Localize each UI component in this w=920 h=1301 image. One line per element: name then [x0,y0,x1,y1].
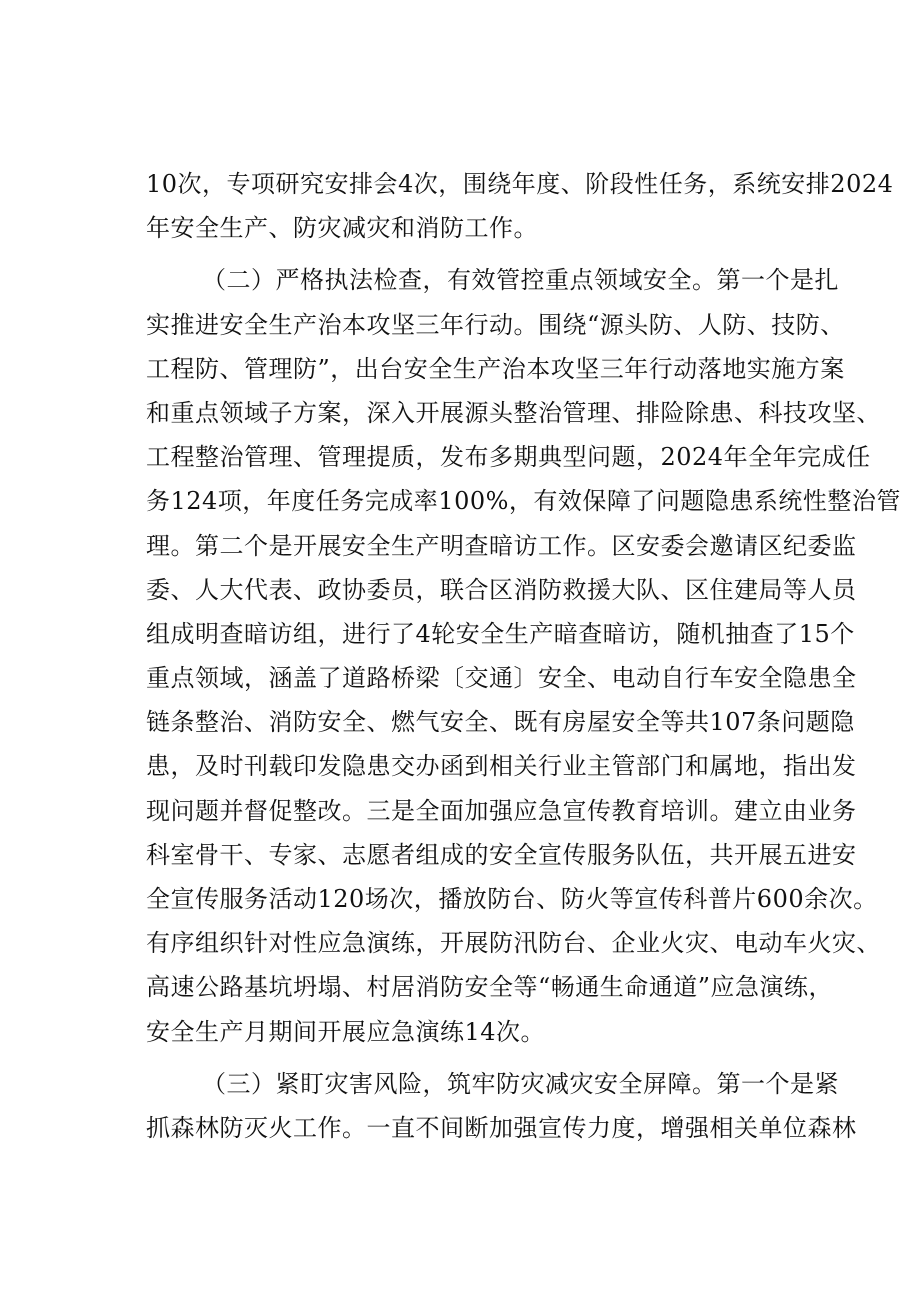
paragraph-2 [146,258,901,1053]
text-line: 委、人大代表、政协委员，联合区消防救援大队、区住建局等人员 [146,575,857,604]
text-line: 链条整治、消防安全、燃气安全、既有房屋安全等共107条问题隐 [146,708,855,737]
text-line: 年安全生产、防灾减灾和消防工作。 [146,214,538,243]
paragraph-3 [146,1062,857,1150]
text-line: 安全生产月期间开展应急演练14次。 [146,1017,546,1046]
text-line: 理。第二个是开展安全生产明查暗访工作。区安委会邀请区纪委监 [146,531,857,560]
text-line: 工程整治管理、管理提质，发布多期典型问题，2024年全年完成任 [146,443,871,472]
text-line: 患，及时刊载印发隐患交办函到相关行业主管部门和属地，指出发 [146,752,857,781]
text-line: 10次，专项研究安排会4次，围绕年度、阶段性任务，系统安排2024 [146,170,894,198]
text-line: 现问题并督促整改。三是全面加强应急宣传教育培训。建立由业务 [146,796,857,825]
text-line: 高速公路基坑坍塌、村居消防安全等“畅通生命通道”应急演练， [146,973,834,1002]
text-line: 组成明查暗访组，进行了4轮安全生产暗查暗访，随机抽查了15个 [146,619,855,648]
text-line: （二）严格执法检查，有效管控重点领域安全。第一个是扎 [202,266,839,295]
text-line: 实推进安全生产治本攻坚三年行动。围绕“源头防、人防、技防、 [146,310,845,339]
text-line: 工程防、管理防”，出台安全生产治本攻坚三年行动落地实施方案 [146,354,845,383]
text-line: 抓森林防灭火工作。一直不间断加强宣传力度，增强相关单位森林 [146,1113,857,1142]
text-line: 全宣传服务活动120场次，播放防台、防火等宣传科普片600余次。 [146,885,878,913]
text-line: 重点领域，涵盖了道路桥梁〔交通〕安全、电动自行车安全隐患全 [146,664,857,693]
text-line: 务124项，年度任务完成率100%，有效保障了问题隐患系统性整治管 [146,487,901,516]
paragraph-1 [146,162,894,250]
document-body [146,162,901,1150]
text-line: 和重点领域子方案，深入开展源头整治管理、排险除患、科技攻坚、 [146,398,881,427]
text-line: 科室骨干、专家、志愿者组成的安全宣传服务队伍，共开展五进安 [146,840,857,869]
text-line: 有序组织针对性应急演练，开展防汛防台、企业火灾、电动车火灾、 [146,929,881,958]
text-line: （三）紧盯灾害风险，筑牢防灾减灾安全屏障。第一个是紧 [202,1069,839,1098]
